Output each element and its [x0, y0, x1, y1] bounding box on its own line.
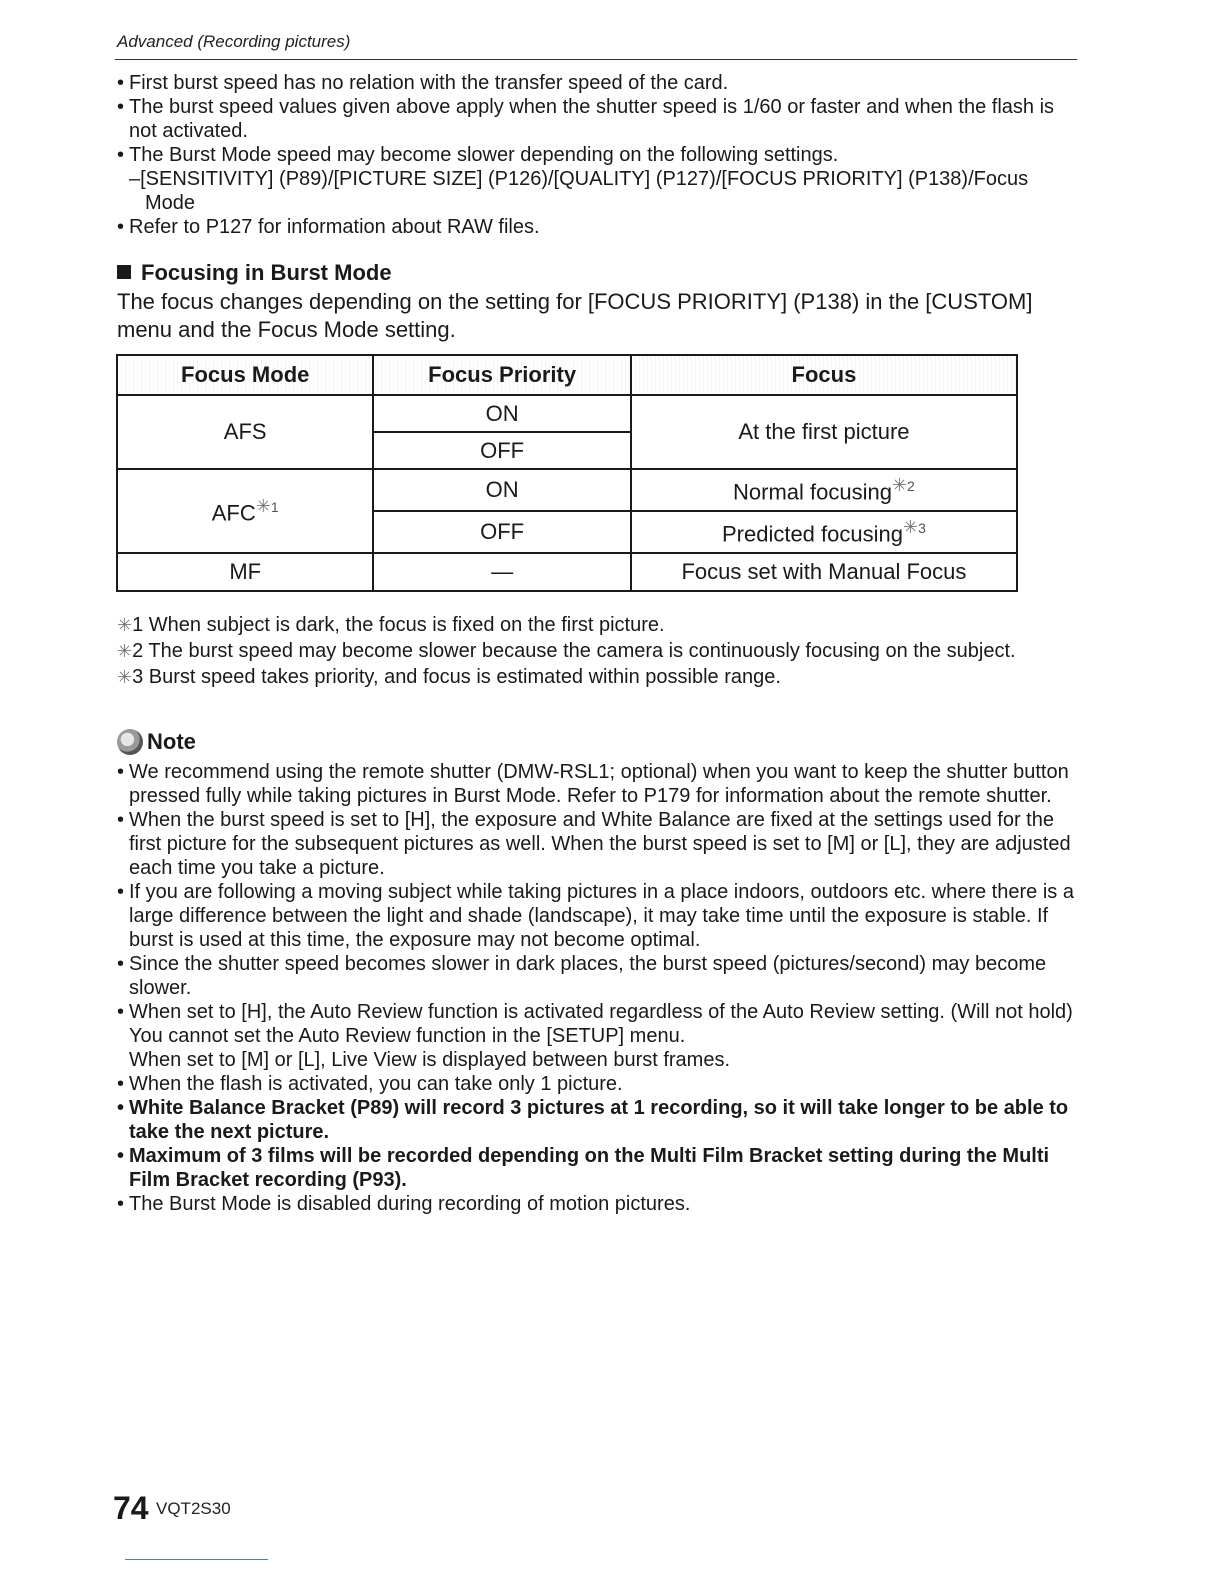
- section-header: Advanced (Recording pictures): [117, 32, 351, 51]
- note-icon: [117, 729, 143, 755]
- list-item: • When set to [H], the Auto Review function is activated regardless of the Auto Review setting. (Will not hold) You cannot set the Auto Review function in the [SETUP] menu.: [117, 1001, 1073, 1047]
- page-number: 74: [113, 1490, 149, 1526]
- list-item: • The Burst Mode is disabled during recording of motion pictures.: [117, 1193, 691, 1215]
- burst-notes-list: [117, 71, 1077, 239]
- focus-table: [116, 354, 1018, 592]
- list-item: • The burst speed values given above apply when the shutter speed is 1/60 or faster and when the flash is not activated.: [117, 96, 1055, 142]
- column-header: Focus Mode: [117, 355, 373, 395]
- list-item: • If you are following a moving subject while taking pictures in a place indoors, outdoors etc. where there is a large difference between the light and shade (landscape), it may take time until the exposure is stable. If burst is used at this time, the exposure may not become optimal.: [117, 881, 1074, 951]
- list-item: • When the burst speed is set to [H], the exposure and White Balance are fixed at the settings used for the first picture for the subsequent pictures as well. When the burst speed is set to [M] or [L], they are adjusted each time you take a picture.: [117, 809, 1071, 879]
- list-item: • We recommend using the remote shutter (DMW-RSL1; optional) when you want to keep the shutter button pressed fully while taking pictures in Burst Mode. Refer to P179 for information about the remote shutter.: [117, 761, 1069, 807]
- header-divider: [115, 59, 1077, 60]
- list-item: • Refer to P127 for information about RAW files.: [117, 216, 540, 238]
- list-item: • First burst speed has no relation with the transfer speed of the card.: [117, 72, 729, 94]
- priority-cell: ON: [373, 395, 630, 432]
- focus-cell: Normal focusing$^{✳2}$: [631, 469, 1017, 511]
- square-bullet-icon: [117, 265, 131, 279]
- focus-cell: Focus set with Manual Focus: [631, 553, 1017, 591]
- section-heading: Focusing in Burst Mode: [117, 260, 392, 286]
- column-header: Focus Priority: [373, 355, 630, 395]
- table-row: [117, 469, 1017, 511]
- table-row: [117, 553, 1017, 591]
- focus-cell: At the first picture: [631, 395, 1017, 469]
- list-item: • The Burst Mode speed may become slower depending on the following settings.: [117, 144, 839, 166]
- list-item: • Since the shutter speed becomes slower in dark places, the burst speed (pictures/second) may become slower.: [117, 953, 1047, 999]
- list-item: • Maximum of 3 films will be recorded depending on the Multi Film Bracket setting during the Multi Film Bracket recording (P93).: [117, 1145, 1050, 1191]
- priority-cell: ON: [373, 469, 630, 511]
- footnote: ✳3 Burst speed takes priority, and focus is estimated within possible range.: [117, 666, 781, 688]
- priority-cell: OFF: [373, 432, 630, 469]
- note-list: [117, 760, 1077, 1216]
- model-code: VQT2S30: [156, 1499, 231, 1518]
- section-intro: The focus changes depending on the setting for [FOCUS PRIORITY] (P138) in the [CUSTOM] menu and the Focus Mode setting.: [117, 289, 1033, 342]
- priority-cell: OFF: [373, 511, 630, 553]
- footer-divider: [125, 1559, 268, 1560]
- footnote: ✳1 When subject is dark, the focus is fixed on the first picture.: [117, 614, 665, 636]
- list-item-continuation: When set to [M] or [L], Live View is displayed between burst frames.: [129, 1049, 731, 1071]
- mode-cell: $AFC^{✳1}$: [117, 469, 373, 553]
- note-heading: Note: [117, 729, 196, 755]
- priority-cell: —: [373, 553, 630, 591]
- mode-cell: AFS: [117, 395, 373, 469]
- settings-sub-item: –[SENSITIVITY] (P89)/[PICTURE SIZE] (P126)/[QUALITY] (P127)/[FOCUS PRIORITY] (P138)/Focus Mode: [129, 168, 1029, 214]
- mode-cell: MF: [117, 553, 373, 591]
- list-item: • When the flash is activated, you can take only 1 picture.: [117, 1073, 623, 1095]
- table-row: [117, 395, 1017, 432]
- column-header: Focus: [631, 355, 1017, 395]
- list-item: • White Balance Bracket (P89) will record 3 pictures at 1 recording, so it will take longer to be able to take the next picture.: [117, 1097, 1069, 1143]
- table-header-row: [117, 355, 1017, 395]
- focus-cell: Predicted focusing$^{✳3}$: [631, 511, 1017, 553]
- footnotes: [117, 612, 1077, 690]
- footnote: ✳2 The burst speed may become slower because the camera is continuously focusing on the subject.: [117, 640, 1016, 662]
